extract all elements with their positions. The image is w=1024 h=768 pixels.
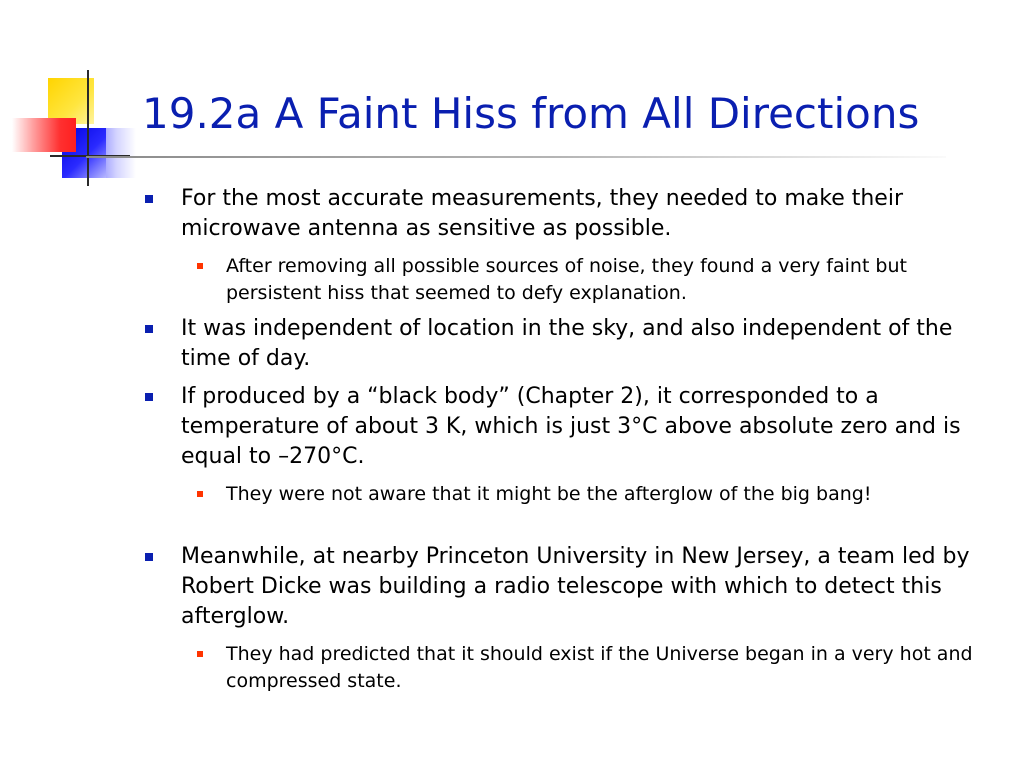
square-bullet-icon <box>145 325 153 333</box>
slide-logo-decoration <box>0 0 150 200</box>
bullet-item <box>181 382 1001 472</box>
square-sub-bullet-icon <box>197 263 203 269</box>
bullet-item <box>181 314 1001 374</box>
square-bullet-icon <box>145 393 153 401</box>
sub-bullet-text: They had predicted that it should exist if the Universe began in a very hot and compressed state. <box>226 643 973 692</box>
bullet-text: Meanwhile, at nearby Princeton University in New Jersey, a team led by Robert Dicke was building a radio telescope with which to detect this afterglow. <box>181 544 970 629</box>
vertical-line-decoration <box>87 70 89 186</box>
bullet-item <box>181 184 1001 244</box>
bullet-text: It was independent of location in the sky, and also independent of the time of day. <box>181 316 953 371</box>
bullet-text: If produced by a “black body” (Chapter 2), it corresponded to a temperature of about 3 K, which is just 3°C above absolute zero and is equal to –270°C. <box>181 384 961 469</box>
square-sub-bullet-icon <box>197 651 203 657</box>
square-sub-bullet-icon <box>197 491 203 497</box>
sub-bullet-text: After removing all possible sources of noise, they found a very faint but persistent hiss that seemed to defy explanation. <box>226 255 907 304</box>
square-bullet-icon <box>145 553 153 561</box>
title-underline <box>86 156 946 158</box>
bullet-item <box>181 542 1001 632</box>
square-bullet-icon <box>145 195 153 203</box>
slide-title: 19.2a A Faint Hiss from All Directions <box>142 89 920 138</box>
sub-bullet-item <box>226 481 1001 508</box>
sub-bullet-item <box>226 253 1001 307</box>
red-bar-decoration <box>12 118 76 152</box>
sub-bullet-item <box>226 641 1001 695</box>
sub-bullet-text: They were not aware that it might be the afterglow of the big bang! <box>226 483 872 505</box>
bullet-text: For the most accurate measurements, they needed to make their microwave antenna as sensitive as possible. <box>181 186 903 241</box>
